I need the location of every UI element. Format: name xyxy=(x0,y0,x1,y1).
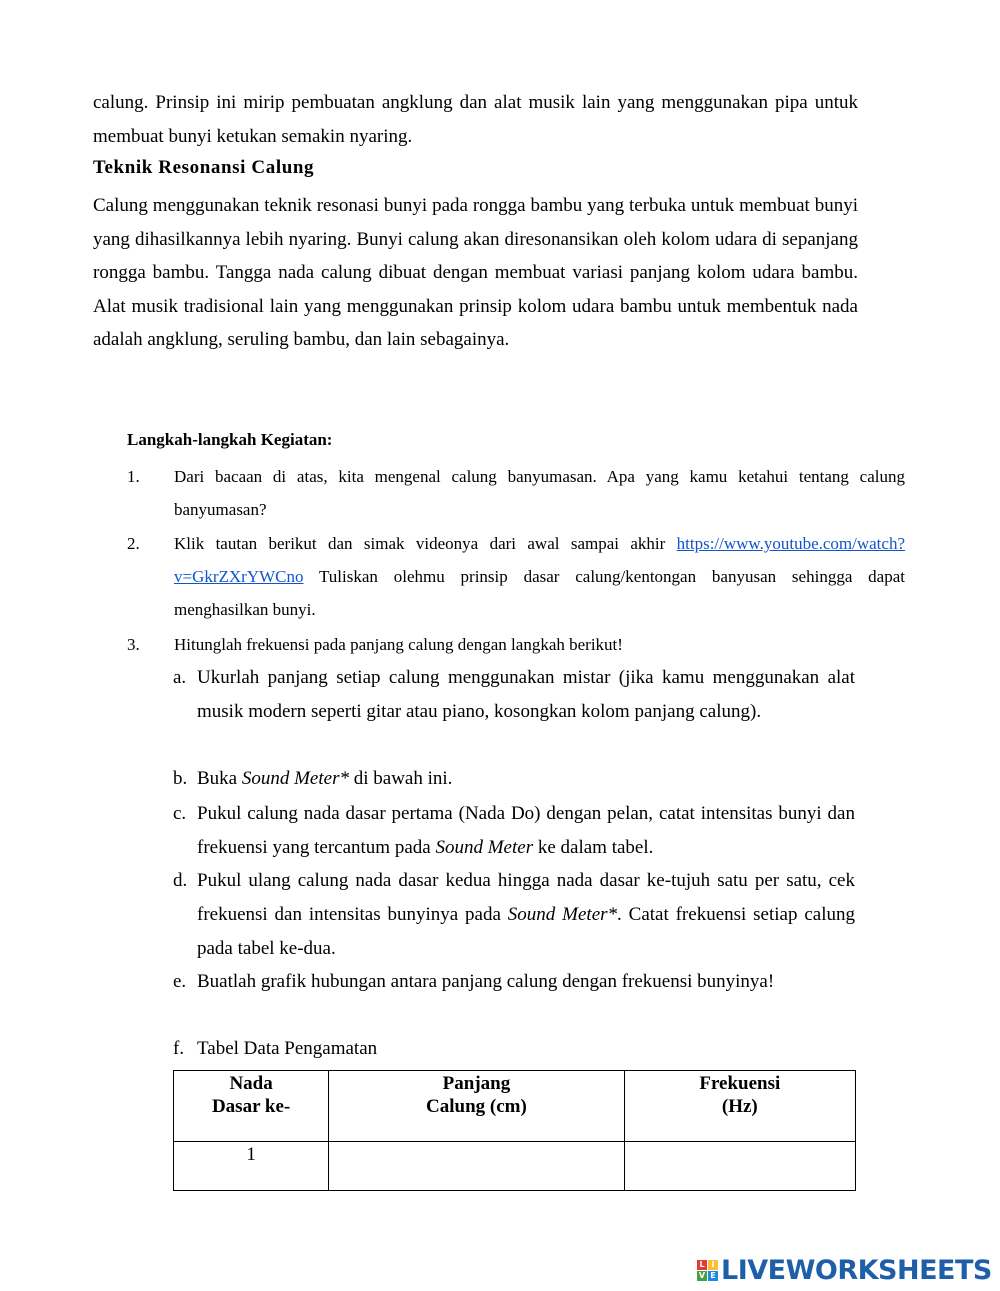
header-line: Dasar ke- xyxy=(211,1096,291,1117)
logo-mark-letter: E xyxy=(708,1271,718,1281)
youtube-link[interactable]: https://www.youtube.com/watch?v=GkrZXrYWCno xyxy=(174,534,905,586)
header-line: (Hz) xyxy=(721,1096,758,1117)
sound-meter-term: Sound Meter* xyxy=(241,768,349,789)
step-text-before: Klik tautan berikut dan simak videonya dari awal sampai akhir xyxy=(174,534,677,553)
intro-paragraph: calung. Prinsip ini mirip pembuatan angklung dan alat musik lain yang menggunakan pipa untuk membuat bunyi ketukan semakin nyaring. xyxy=(93,92,858,147)
step-text xyxy=(174,527,905,626)
section-heading: Teknik Resonansi Calung xyxy=(93,157,315,178)
substep-text: Tabel Data Pengamatan xyxy=(197,1038,378,1059)
cell-frekuensi-input[interactable] xyxy=(624,1142,855,1191)
step-number: 3. xyxy=(127,635,140,654)
logo-mark-letter: I xyxy=(708,1260,718,1270)
steps-title: Langkah-langkah Kegiatan: xyxy=(127,430,333,449)
step-text: Hitunglah frekuensi pada panjang calung dengan langkah berikut! xyxy=(174,635,623,654)
step-text: Dari bacaan di atas, kita mengenal calung banyumasan. Apa yang kamu ketahui tentang calung banyumasan? xyxy=(174,467,905,519)
substep-letter: a. xyxy=(173,667,187,688)
cell-panjang-input[interactable] xyxy=(329,1142,624,1191)
substep-letter: f. xyxy=(173,1038,185,1059)
substep-c xyxy=(173,797,855,865)
substep-d xyxy=(173,864,855,966)
logo-mark-letter: L xyxy=(697,1260,707,1270)
step-2 xyxy=(127,527,905,626)
substep-text xyxy=(197,797,855,865)
header-panjang xyxy=(329,1071,624,1142)
logo-text: LIVEWORKSHEETS xyxy=(721,1254,992,1286)
substep-text xyxy=(197,864,855,966)
observation-table xyxy=(173,1070,856,1191)
liveworksheets-logo xyxy=(697,1255,992,1285)
step-3 xyxy=(127,628,905,661)
header-line: Frekuensi xyxy=(699,1073,781,1094)
header-nada xyxy=(174,1071,329,1142)
step-text-after: Tuliskan olehmu prinsip dasar calung/kentongan banyusan sehingga dapat menghasilkan bunyi. xyxy=(174,567,905,619)
substep-letter: d. xyxy=(173,870,188,891)
header-line: Nada xyxy=(229,1073,273,1094)
substep-text: Ukurlah panjang setiap calung menggunakan mistar (jika kamu menggunakan alat musik modern seperti gitar atau piano, kosongkan kolom panjang calung). xyxy=(197,667,855,722)
table-header-row xyxy=(174,1071,856,1142)
substep-letter: c. xyxy=(173,803,187,824)
step-number: 1. xyxy=(127,467,140,486)
header-line: Panjang xyxy=(442,1073,511,1094)
step-number: 2. xyxy=(127,534,140,553)
substep-text-post: ke dalam tabel. xyxy=(533,837,654,858)
substep-a xyxy=(173,661,855,729)
table-row xyxy=(174,1142,856,1191)
substep-text-pre: Pukul calung nada dasar pertama (Nada Do) dengan pelan, catat intensitas bunyi dan frekuensi yang tercantum pada xyxy=(197,803,855,858)
substep-b xyxy=(173,762,855,796)
substep-text-pre: Buka xyxy=(197,768,242,789)
logo-mark-letter: V xyxy=(698,1270,706,1280)
step-1 xyxy=(127,460,905,526)
sound-meter-term: Sound Meter xyxy=(435,837,534,858)
substep-text xyxy=(197,762,855,796)
header-frekuensi xyxy=(624,1071,855,1142)
substep-text-post: di bawah ini. xyxy=(348,768,453,789)
substep-f xyxy=(173,1032,855,1066)
substep-letter: e. xyxy=(173,971,187,992)
substep-text-pre: Pukul ulang calung nada dasar kedua hingga nada dasar ke-tujuh satu per satu, cek frekuensi dan intensitas bunyinya pada xyxy=(197,870,855,925)
resonance-paragraph: Calung menggunakan teknik resonasi bunyi pada rongga bambu yang terbuka untuk membuat bunyi yang dihasilkannya lebih nyaring. Bunyi calung akan diresonansikan oleh kolom udara di sepanjang rongga bambu. Tangga nada calung dibuat dengan membuat variasi panjang kolom udara bambu. Alat musik tradisional lain yang menggunakan prinsip kolom udara bambu untuk membentuk nada adalah angklung, seruling bambu, dan lain sebagainya. xyxy=(93,195,858,350)
substep-text-post: . Catat frekuensi setiap calung pada tabel ke-dua. xyxy=(197,904,855,959)
substep-text: Buatlah grafik hubungan antara panjang calung dengan frekuensi bunyinya! xyxy=(197,971,775,992)
liveworksheets-logo-icon xyxy=(697,1260,718,1281)
substep-e xyxy=(173,965,855,999)
sound-meter-term: Sound Meter* xyxy=(507,904,618,925)
substep-letter: b. xyxy=(173,768,188,789)
header-line: Calung (cm) xyxy=(426,1096,527,1117)
cell-nada: 1 xyxy=(174,1142,329,1191)
